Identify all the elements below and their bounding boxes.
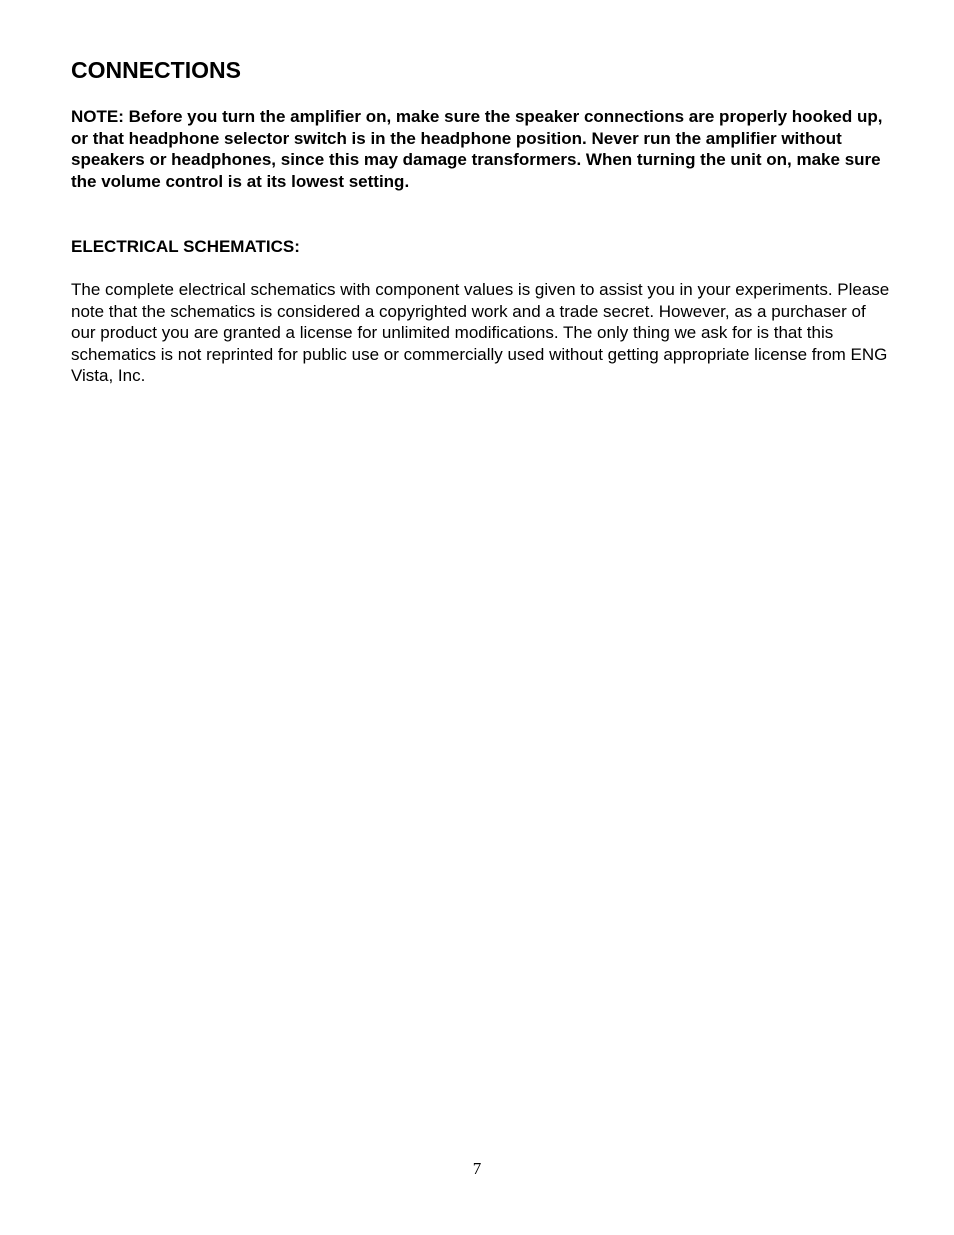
schematics-paragraph: The complete electrical schematics with component values is given to assist you in your experiments. Please note that the schematics is considered a copyrighted work and a trade secret. However, as a purchaser of our product you are granted a license for unlimited modifications. The only thing we ask for is that this schematics is not reprinted for public use or commercially used without getting appropriate license from ENG Vista, Inc.	[71, 280, 890, 385]
page-number: 7	[472, 1159, 482, 1178]
schematics-heading: ELECTRICAL SCHEMATICS:	[71, 237, 300, 256]
warning-note: NOTE: Before you turn the amplifier on, make sure the speaker connections are properly hooked up, or that headphone selector switch is in the headphone position. Never run the amplifier without speakers or headphones, since this may damage transformers. When turning the unit on, make sure the volume control is at its lowest setting.	[71, 107, 883, 191]
section-heading: CONNECTIONS	[71, 57, 241, 83]
